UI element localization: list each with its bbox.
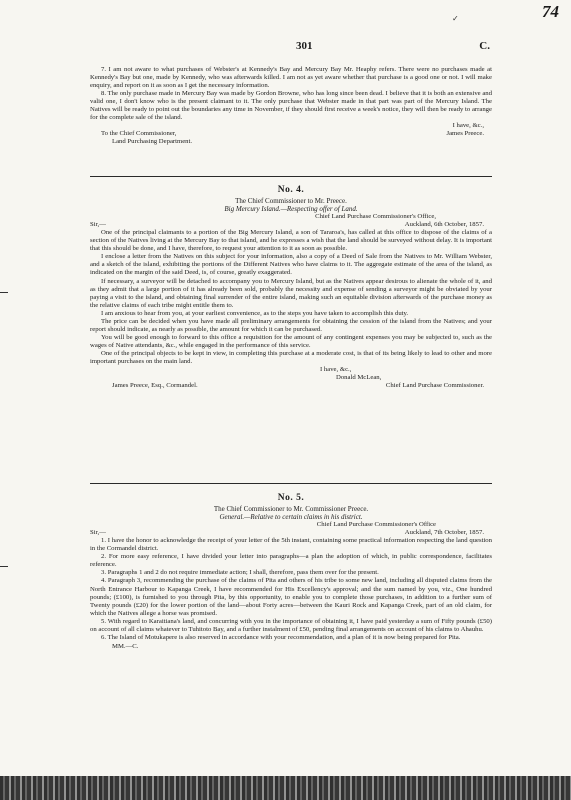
paragraph: 6. The Island of Motukapere is also reserved in accordance with your recommendation, and a plan of it is now being prepared for Pita. — [101, 633, 461, 641]
paragraph: 1. I have the honor to acknowledge the receipt of your letter of the 5th instant, containing some practical information respecting the land question in the Cormandel district. — [90, 537, 492, 553]
signature-title: Chief Land Purchase Commissioner. — [385, 382, 484, 390]
letter-from-to: The Chief Commissioner to Mr. Commissioner Preece. — [213, 505, 369, 514]
page-number: 301 — [296, 40, 313, 52]
paragraph: 2. For more easy reference, I have divided your letter into paragraphs—a plan the adoption of which, in public correspondence, facilitates reference. — [90, 553, 492, 569]
section-divider — [90, 176, 492, 177]
closing: I have, &c., — [452, 122, 484, 130]
folio-number: 74 — [542, 2, 559, 21]
signature-row — [90, 130, 492, 138]
addressee-dept: Land Purchasing Department. — [112, 138, 193, 146]
closing: I have, &c., — [320, 366, 352, 374]
initials: MM.—C. — [112, 642, 139, 650]
addressee: To the Chief Commissioner, — [101, 130, 177, 138]
signature-name: Donald McLean, — [336, 374, 382, 382]
office-line: Chief Land Purchase Commissioner's Office — [316, 521, 436, 529]
letter-subject: General.—Relative to certain claims in his district. — [219, 513, 363, 522]
paragraph: 4. Paragraph 3, recommending the purchase of the claims of Pita and others of his tribe to some new land, including all disputed claims from the North Entrance Harbour to Kapanga Creek, I have recommended for His Excellency's approval; and the sum named by you, viz., One hundred pounds; (£100), is furnished to you through Pita, by this opportunity, to enable you to complete those purchases, in addition to a further sum of Twenty pounds (£20) for the lower portion of the land—about Forty acres—between the Kauri Rock and Kapanga Creek, part of an old claim, for which the Natives allege a horse was promised. — [90, 577, 492, 617]
salutation: Sir,— — [90, 221, 106, 229]
letter-heading: No. 5. — [277, 493, 305, 503]
paragraph: I enclose a letter from the Natives on this subject for your information, also a copy of a Deed of Sale from the Natives to Mr. William Webster, and a sketch of the island, exhibiting the portions of the Different Natives who have claims to it. The aggregate estimate of the area of the island, as indicated on the margin of the said Deed, is, of course, greatly exaggerated. — [90, 253, 492, 277]
paragraph: I am anxious to hear from you, at your earliest convenience, as to the steps you have taken to accomplish this duty. — [101, 309, 409, 317]
salutation: Sir,— — [90, 529, 106, 537]
paragraph: 3. Paragraphs 1 and 2 do not require immediate action; I shall, therefore, pass them over for the present. — [101, 569, 379, 577]
office-line: Chief Land Purchase Commissioner's Office, — [315, 213, 436, 221]
paragraph: One of the principal objects to be kept in view, in completing this purchase at a moderate cost, is that of its being likely to lead to other and more important purchases on the main land. — [90, 349, 492, 365]
page-header — [90, 40, 490, 56]
paragraph: 8. The only purchase made in Mercury Bay was made by Gordon Browne, who has long since been dead. I believe that it is both an extensive and valid one, I don't know who is the present claimant to it. The only purchase that Webster made in that part was part of the Mercury Island. The Natives will be ready to point out the boundaries any time in November, if they should first receive a week's notice, they will then be ready to arrange for the complete sale of the island. — [90, 90, 492, 122]
margin-mark — [0, 566, 8, 567]
date-line: Auckland, 6th October, 1857. — [404, 221, 484, 229]
letter-heading: No. 4. — [277, 185, 305, 195]
date-line: Auckland, 7th October, 1857. — [404, 529, 484, 537]
paragraph: If necessary, a surveyor will be detached to accompany you to Mercury Island, but as the Natives appear desirous to alienate the whole of it, and as they admit that a large portion of it has already been sold, probably the necessity and expense of sending a surveyor might be obviated by your paying a visit to the island, and obtaining final surrender of the entire island, making such an equitable division afterwards of the purchase money as the relative claims of each tribe might entitle them to. — [90, 277, 492, 309]
salutation-row — [90, 221, 492, 229]
paragraph: 5. With regard to Karaitiana's land, and concurring with you in the importance of obtaining it, I have paid yesterday a sum of Fifty pounds (£50) on account of all claims whatever to Tuhitoto Bay, and a further instalment of £50, pending final arrangements on account of his claims to Ahauhu. — [90, 617, 492, 633]
section-divider — [90, 483, 492, 484]
letter-subject: Big Mercury Island.—Respecting offer of Land. — [224, 205, 358, 214]
paragraph: One of the principal claimants to a portion of the Big Mercury Island, a son of Tararoa's, has called at this office to dispose of the claims of a section of the Natives living at the Mercury Bay to that island, and he expresses a wish that the land should be surveyed without delay. It is important that this should be done, and I have, therefore, to request your attention to it as soon as possible. — [90, 229, 492, 253]
addressee: James Preece, Esq., Cormandel. — [112, 382, 198, 390]
scan-mark-icon: ✓ — [452, 14, 459, 23]
salutation-row — [90, 529, 492, 537]
margin-mark — [0, 292, 8, 293]
letter-no5 — [90, 494, 492, 651]
signature: James Preece. — [446, 130, 484, 138]
paragraph: The price can be decided when you have made all preliminary arrangements for obtaining the cession of the island from the Natives; and your report should indicate, as nearly as possible, the amount for which it can be purchased. — [90, 317, 492, 333]
scan-edge — [0, 776, 571, 800]
continued-letter — [90, 66, 492, 146]
signature-row — [90, 382, 492, 390]
section-letter: C. — [479, 40, 490, 52]
letter-from-to: The Chief Commissioner to Mr. Preece. — [235, 197, 347, 206]
paragraph: You will be good enough to forward to this office a requisition for the amount of any contingent expenses you may be subjected to, such as the wages of Native attendants, &c., while engaged in the performance of this service. — [90, 333, 492, 349]
paragraph: 7. I am not aware to what purchases of Webster's at Kennedy's Bay and Mercury Bay Mr. Heaphy refers. There were no purchases made at Kennedy's Bay but one, made by Kennedy, who was afterwards killed. I am not as yet aware whether that purchase is a good one or not. I will make enquiry, and report on it as soon as I get the necessary information. — [90, 66, 492, 90]
letter-no4 — [90, 186, 492, 390]
